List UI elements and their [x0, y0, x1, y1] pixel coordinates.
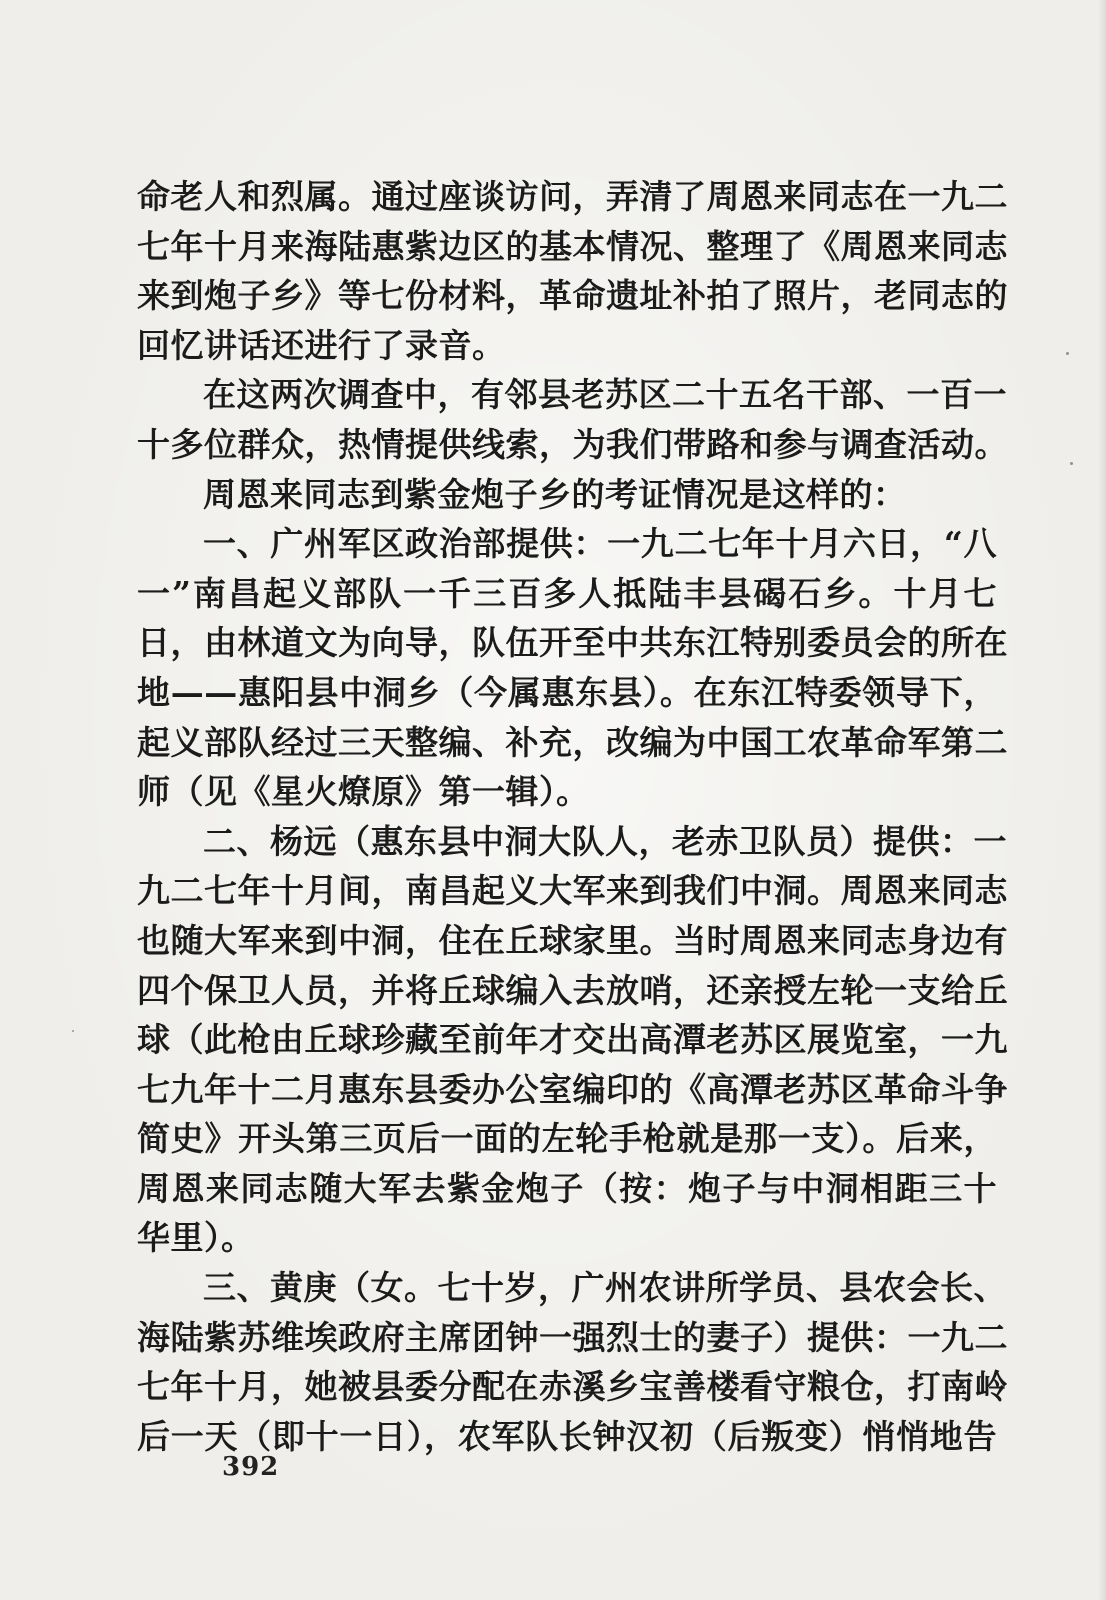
- text-line: 七年十月，她被县委分配在赤溪乡宝善楼看守粮仓，打南岭: [137, 1367, 1008, 1407]
- text-line: 球（此枪由丘球珍藏至前年才交出高潭老苏区展览室，一九: [137, 1020, 1008, 1060]
- text-line: 一”南昌起义部队一千三百多人抵陆丰县碣石乡。十月七: [137, 573, 997, 613]
- text-line: 四个保卫人员，并将丘球编入去放哨，还亲授左轮一支给丘: [137, 970, 1008, 1010]
- text-line: 回忆讲话还进行了录音。: [137, 325, 506, 365]
- text-line: 七九年十二月惠东县委办公室编印的《高潭老苏区革命斗争: [137, 1069, 1008, 1109]
- scan-speck: [1066, 352, 1069, 355]
- text-line: 后一天（即十一日），农军队长钟汉初（后叛变）悄悄地告: [137, 1416, 997, 1456]
- text-line: 海陆紫苏维埃政府主席团钟一强烈士的妻子）提供：一九二: [137, 1317, 1008, 1357]
- paragraph-start-line: 在这两次调查中，有邻县老苏区二十五名干部、一百一: [203, 375, 1007, 415]
- body-text: [137, 172, 1008, 1461]
- paragraph-start-line: 周恩来同志到紫金炮子乡的考证情况是这样的：: [203, 474, 907, 514]
- text-line: 师（见《星火燎原》第一辑）。: [137, 772, 590, 812]
- text-line: 周恩来同志随大军去紫金炮子（按：炮子与中洞相距三十: [137, 1168, 997, 1208]
- page-binding-shadow: [1098, 0, 1106, 1600]
- text-line: 七年十月来海陆惠紫边区的基本情况、整理了《周恩来同志: [137, 226, 1008, 266]
- text-line: 简史》开头第三页后一面的左轮手枪就是那一支）。后来，: [137, 1119, 997, 1159]
- scan-speck: [1070, 462, 1073, 465]
- text-line: 起义部队经过三天整编、补充，改编为中国工农革命军第二: [137, 722, 1008, 762]
- paragraph-start-line: 三、黄庚（女。七十岁，广州农讲所学员、县农会长、: [203, 1268, 1007, 1308]
- text-line: 来到炮子乡》等七份材料，革命遗址补拍了照片，老同志的: [137, 276, 1008, 316]
- text-line: 地——惠阳县中洞乡（今属惠东县）。在东江特委领导下，: [137, 672, 997, 712]
- paragraph-start-line: 二、杨远（惠东县中洞大队人，老赤卫队员）提供：一: [203, 821, 1007, 861]
- text-line: 华里）。: [137, 1218, 255, 1258]
- page-number: 392: [222, 1452, 280, 1482]
- text-line: 十多位群众，热情提供线索，为我们带路和参与调查活动。: [137, 424, 1008, 464]
- text-line: 九二七年十月间，南昌起义大军来到我们中洞。周恩来同志: [137, 871, 1008, 911]
- text-line: 日，由林道文为向导，队伍开至中共东江特别委员会的所在: [137, 623, 1008, 663]
- paragraph-start-line: 一、广州军区政治部提供：一九二七年十月六日，“八: [203, 524, 997, 564]
- scan-speck: [72, 1030, 74, 1032]
- text-line: 也随大军来到中洞，住在丘球家里。当时周恩来同志身边有: [137, 920, 1008, 960]
- text-line: 命老人和烈属。通过座谈访问，弄清了周恩来同志在一九二: [137, 177, 1008, 216]
